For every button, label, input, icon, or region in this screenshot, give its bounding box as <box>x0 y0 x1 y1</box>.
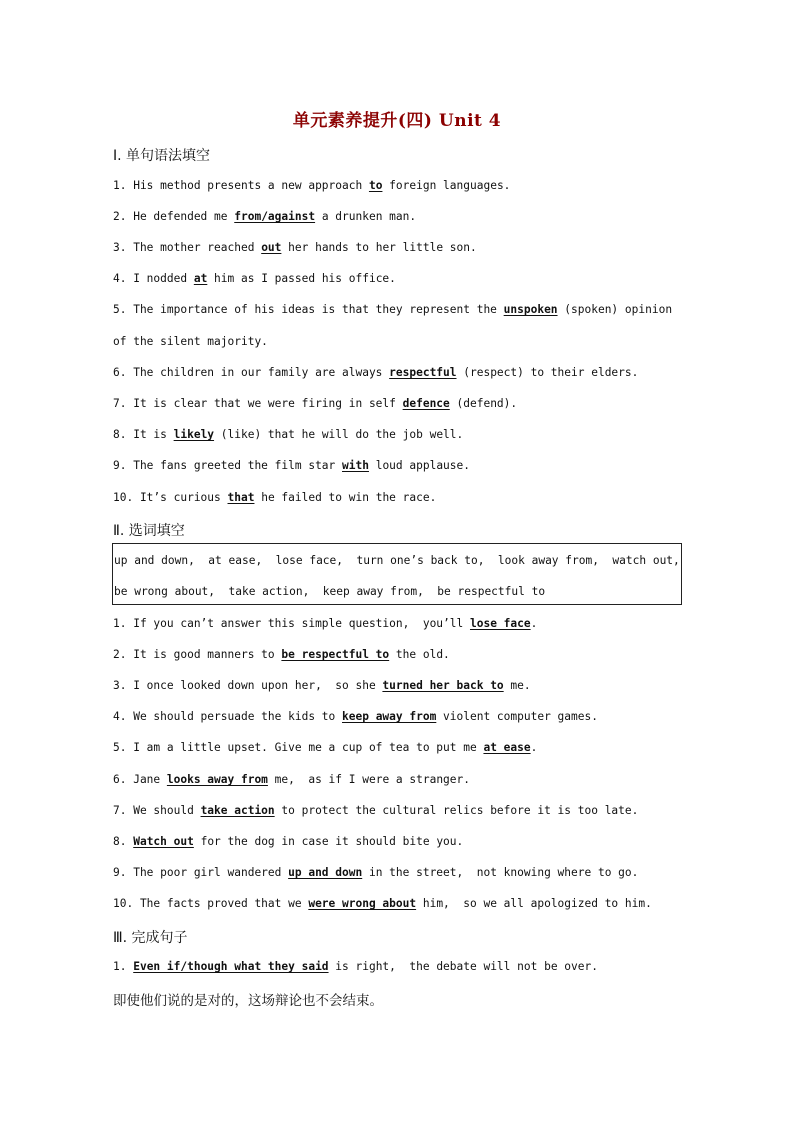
section-heading-1: Ⅰ. 单句语法填空 <box>113 148 211 164</box>
answer: up and down <box>288 866 363 879</box>
answer: Watch out <box>133 835 194 848</box>
answer: turned her back to <box>382 679 504 692</box>
exercise-1-3: 3. The mother reached out her hands to her little son. <box>113 241 477 254</box>
answer: at ease <box>483 741 531 754</box>
word-bank-line-1: up and down, at ease, lose face, turn one’s back to, look away from, watch out, <box>114 554 680 567</box>
answer: take action <box>200 804 275 817</box>
exercise-2-7: 7. We should take action to protect the cultural relics before it is too late. <box>113 804 639 817</box>
answer: Even if/though what they said <box>133 960 329 973</box>
exercise-3-1-translation: 即使他们说的是对的，这场辩论也不会结束。 <box>113 993 383 1009</box>
answer: respectful <box>389 366 457 379</box>
exercise-2-6: 6. Jane looks away from me, as if I were a stranger. <box>113 773 471 786</box>
answer: with <box>342 459 369 472</box>
exercise-2-2: 2. It is good manners to be respectful to the old. <box>113 648 450 661</box>
answer: looks away from <box>166 773 268 786</box>
section-heading-2: Ⅱ. 选词填空 <box>113 523 185 539</box>
answer: out <box>261 241 282 254</box>
exercise-1-1: 1. His method presents a new approach to foreign languages. <box>113 179 511 192</box>
answer: keep away from <box>342 710 437 723</box>
answer: lose face <box>469 617 531 630</box>
answer: unspoken <box>503 303 558 316</box>
exercise-1-9: 9. The fans greeted the film star with loud applause. <box>113 459 471 472</box>
answer: likely <box>173 428 215 441</box>
word-bank-box <box>112 543 682 605</box>
exercise-1-10: 10. It’s curious that he failed to win the race. <box>113 491 437 504</box>
exercise-2-5: 5. I am a little upset. Give me a cup of tea to put me at ease. <box>113 741 538 754</box>
exercise-1-4: 4. I nodded at him as I passed his office. <box>113 272 396 285</box>
word-bank-line-2: be wrong about, take action, keep away from, be respectful to <box>114 585 546 598</box>
exercise-1-5-cont: of the silent majority. <box>113 335 268 348</box>
answer: from/against <box>234 210 316 223</box>
exercise-1-5: 5. The importance of his ideas is that they represent the unspoken (spoken) opinion <box>113 303 673 316</box>
exercise-2-4: 4. We should persuade the kids to keep away from violent computer games. <box>113 710 598 723</box>
answer: were wrong about <box>308 897 417 910</box>
answer: to <box>368 179 383 192</box>
exercise-1-6: 6. The children in our family are always respectful (respect) to their elders. <box>113 366 639 379</box>
answer: defence <box>402 397 450 410</box>
answer: be respectful to <box>281 648 390 661</box>
answer: at <box>193 272 208 285</box>
exercise-1-8: 8. It is likely (like) that he will do the job well. <box>113 428 464 441</box>
exercise-2-9: 9. The poor girl wandered up and down in the street, not knowing where to go. <box>113 866 639 879</box>
exercise-2-3: 3. I once looked down upon her, so she turned her back to me. <box>113 679 531 692</box>
page-title: 单元素养提升(四) Unit 4 <box>292 111 502 131</box>
exercise-1-7: 7. It is clear that we were firing in self defence (defend). <box>113 397 518 410</box>
exercise-1-2: 2. He defended me from/against a drunken man. <box>113 210 417 223</box>
exercise-2-1: 1. If you can’t answer this simple question, you’ll lose face. <box>113 617 538 630</box>
exercise-2-10: 10. The facts proved that we were wrong about him, so we all apologized to him. <box>113 897 652 910</box>
exercise-3-1: 1. Even if/though what they said is right, the debate will not be over. <box>113 960 598 973</box>
exercise-2-8: 8. Watch out for the dog in case it should bite you. <box>113 835 464 848</box>
answer: that <box>227 491 255 504</box>
section-heading-3: Ⅲ. 完成句子 <box>113 930 188 946</box>
